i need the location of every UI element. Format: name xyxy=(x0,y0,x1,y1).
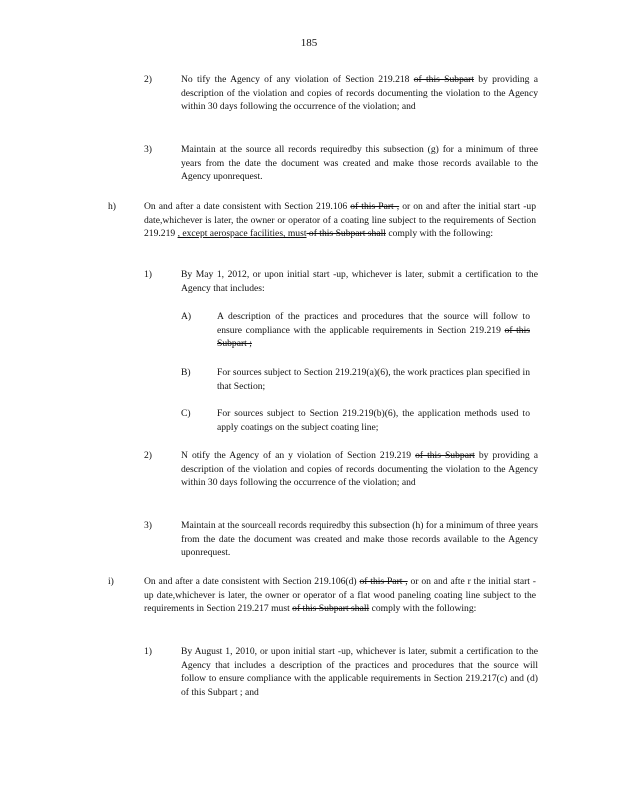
body-text: By August 1, 2010, or upon initial start -up, whichever is later, submit a certification to the Agency that includes a description of the practices and procedures that the source will follow to ensure compliance with the applicable requirements in Section 219.217(c) and (d) of this Subpart ; and xyxy=(181,646,538,699)
body-text: Maintain at the sourceall records requiredby this subsection (h) for a minimum of three years from the date the document was created and make those records available to the Agency uponrequest. xyxy=(181,520,538,559)
item-label: 3) xyxy=(144,520,152,531)
item-label: 1) xyxy=(144,269,152,280)
body-text: comply with the following: xyxy=(385,228,494,240)
item-text xyxy=(217,366,530,393)
item-text xyxy=(217,310,530,351)
struck-text: of this Part , xyxy=(359,576,408,587)
body-text: On and after a date consistent with Section 219.106(d) xyxy=(144,576,360,587)
item-label: A) xyxy=(181,311,192,322)
item-label: 2) xyxy=(144,450,152,461)
body-text: For sources subject to Section 219.219(a)(6), the work practices plan specified in that Section; xyxy=(217,367,530,392)
body-text: by providing a description of the violation and copies of records documenting the violation to the Agency within 30 days following the occurrence of the violation; and xyxy=(181,74,539,113)
body-text: comply with the following: xyxy=(369,603,477,615)
struck-text: of this Part , xyxy=(350,201,400,212)
item-text xyxy=(181,645,538,700)
inserted-text: , except aerospace facilities, must xyxy=(177,228,307,240)
item-text xyxy=(144,200,536,241)
body-text: By May 1, 2012, or upon initial start -up, whichever is later, submit a certification to the Agency that includes: xyxy=(181,269,538,294)
body-text: For sources subject to Section 219.219(b)(6), the application methods used to apply coatings on the subject coating line; xyxy=(217,408,530,433)
item-text xyxy=(181,449,538,490)
item-text xyxy=(181,143,538,184)
item-text xyxy=(181,519,538,560)
item-label: 3) xyxy=(144,144,152,155)
struck-text: of this Subpart shall xyxy=(306,228,386,240)
struck-text: of this Subpart xyxy=(415,450,475,461)
item-text xyxy=(144,575,536,616)
struck-text: of this Subpart shall xyxy=(292,603,370,615)
body-text: N otify the Agency of an y violation of Section 219.219 xyxy=(181,450,416,461)
struck-text: of this Subpart ; xyxy=(217,324,530,350)
item-label: C) xyxy=(181,408,191,419)
body-text: On and after a date consistent with Section 219.106 xyxy=(144,201,351,212)
page-number: 185 xyxy=(300,37,318,49)
item-label: B) xyxy=(181,367,191,378)
struck-text: of this Subpart xyxy=(413,74,475,85)
body-text: or on and afte r the initial start -up date,whichever is later, the owner or operator of a flat wood paneling coating line subject to the requirements in Section 219.217 must xyxy=(144,576,536,615)
item-label: 1) xyxy=(144,646,152,657)
body-text: by providing a description of the violation and copies of records documenting the violation to the Agency within 30 days following the occurrence of the violation; and xyxy=(181,450,539,489)
body-text: or on and after the initial start -up date,whichever is later, the owner or operator of a coating line subject to the requirements of Section 219.219 xyxy=(144,201,536,240)
item-text xyxy=(181,268,538,295)
body-text: No tify the Agency of any violation of Section 219.218 xyxy=(181,74,414,85)
item-label: h) xyxy=(108,201,116,212)
item-text xyxy=(217,407,530,434)
item-text xyxy=(181,73,538,114)
item-label: 2) xyxy=(144,74,152,85)
item-label: i) xyxy=(108,576,114,587)
body-text: A description of the practices and procedures that the source will follow to ensure compliance with the applicable requirements in Section 219.219 xyxy=(217,311,530,336)
body-text: Maintain at the source all records requiredby this subsection (g) for a minimum of three years from the date the document was created and make those records available to the Agency uponrequest. xyxy=(181,144,538,183)
